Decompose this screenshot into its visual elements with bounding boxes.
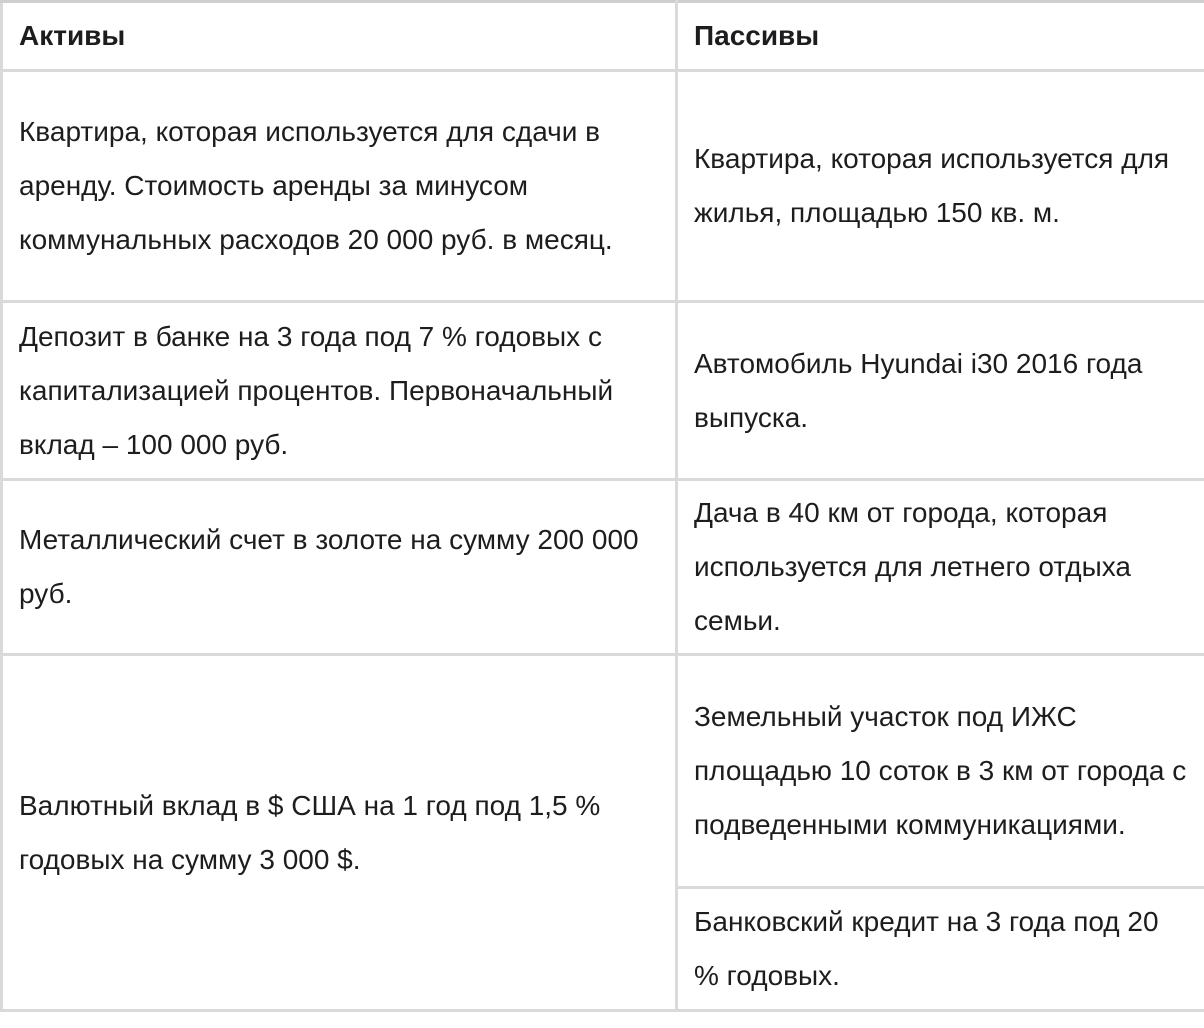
header-liabilities: Пассивы bbox=[677, 2, 1204, 71]
table-header-row bbox=[2, 2, 1204, 71]
table-row bbox=[2, 71, 1204, 302]
liability-cell: Автомобиль Hyundai i30 2016 года выпуска. bbox=[677, 302, 1204, 480]
liability-cell: Квартира, которая используется для жилья, площадью 150 кв. м. bbox=[677, 71, 1204, 302]
asset-cell: Валютный вклад в $ США на 1 год под 1,5 % годовых на сумму 3 000 $. bbox=[2, 655, 677, 1011]
asset-cell: Металлический счет в золоте на сумму 200 000 руб. bbox=[2, 480, 677, 655]
liability-cell: Банковский кредит на 3 года под 20 % годовых. bbox=[677, 888, 1204, 1011]
liability-cell: Земельный участок под ИЖС площадью 10 соток в 3 км от города с подведенными коммуникациями. bbox=[677, 655, 1204, 888]
asset-cell: Депозит в банке на 3 года под 7 % годовых с капитализацией процентов. Первоначальный вклад – 100 000 руб. bbox=[2, 302, 677, 480]
header-assets: Активы bbox=[2, 2, 677, 71]
asset-cell: Квартира, которая используется для сдачи в аренду. Стоимость аренды за минусом коммунальных расходов 20 000 руб. в месяц. bbox=[2, 71, 677, 302]
liability-cell: Дача в 40 км от города, которая используется для летнего отдыха семьи. bbox=[677, 480, 1204, 655]
table-row bbox=[2, 302, 1204, 480]
table-row bbox=[2, 480, 1204, 655]
table-row bbox=[2, 655, 1204, 888]
